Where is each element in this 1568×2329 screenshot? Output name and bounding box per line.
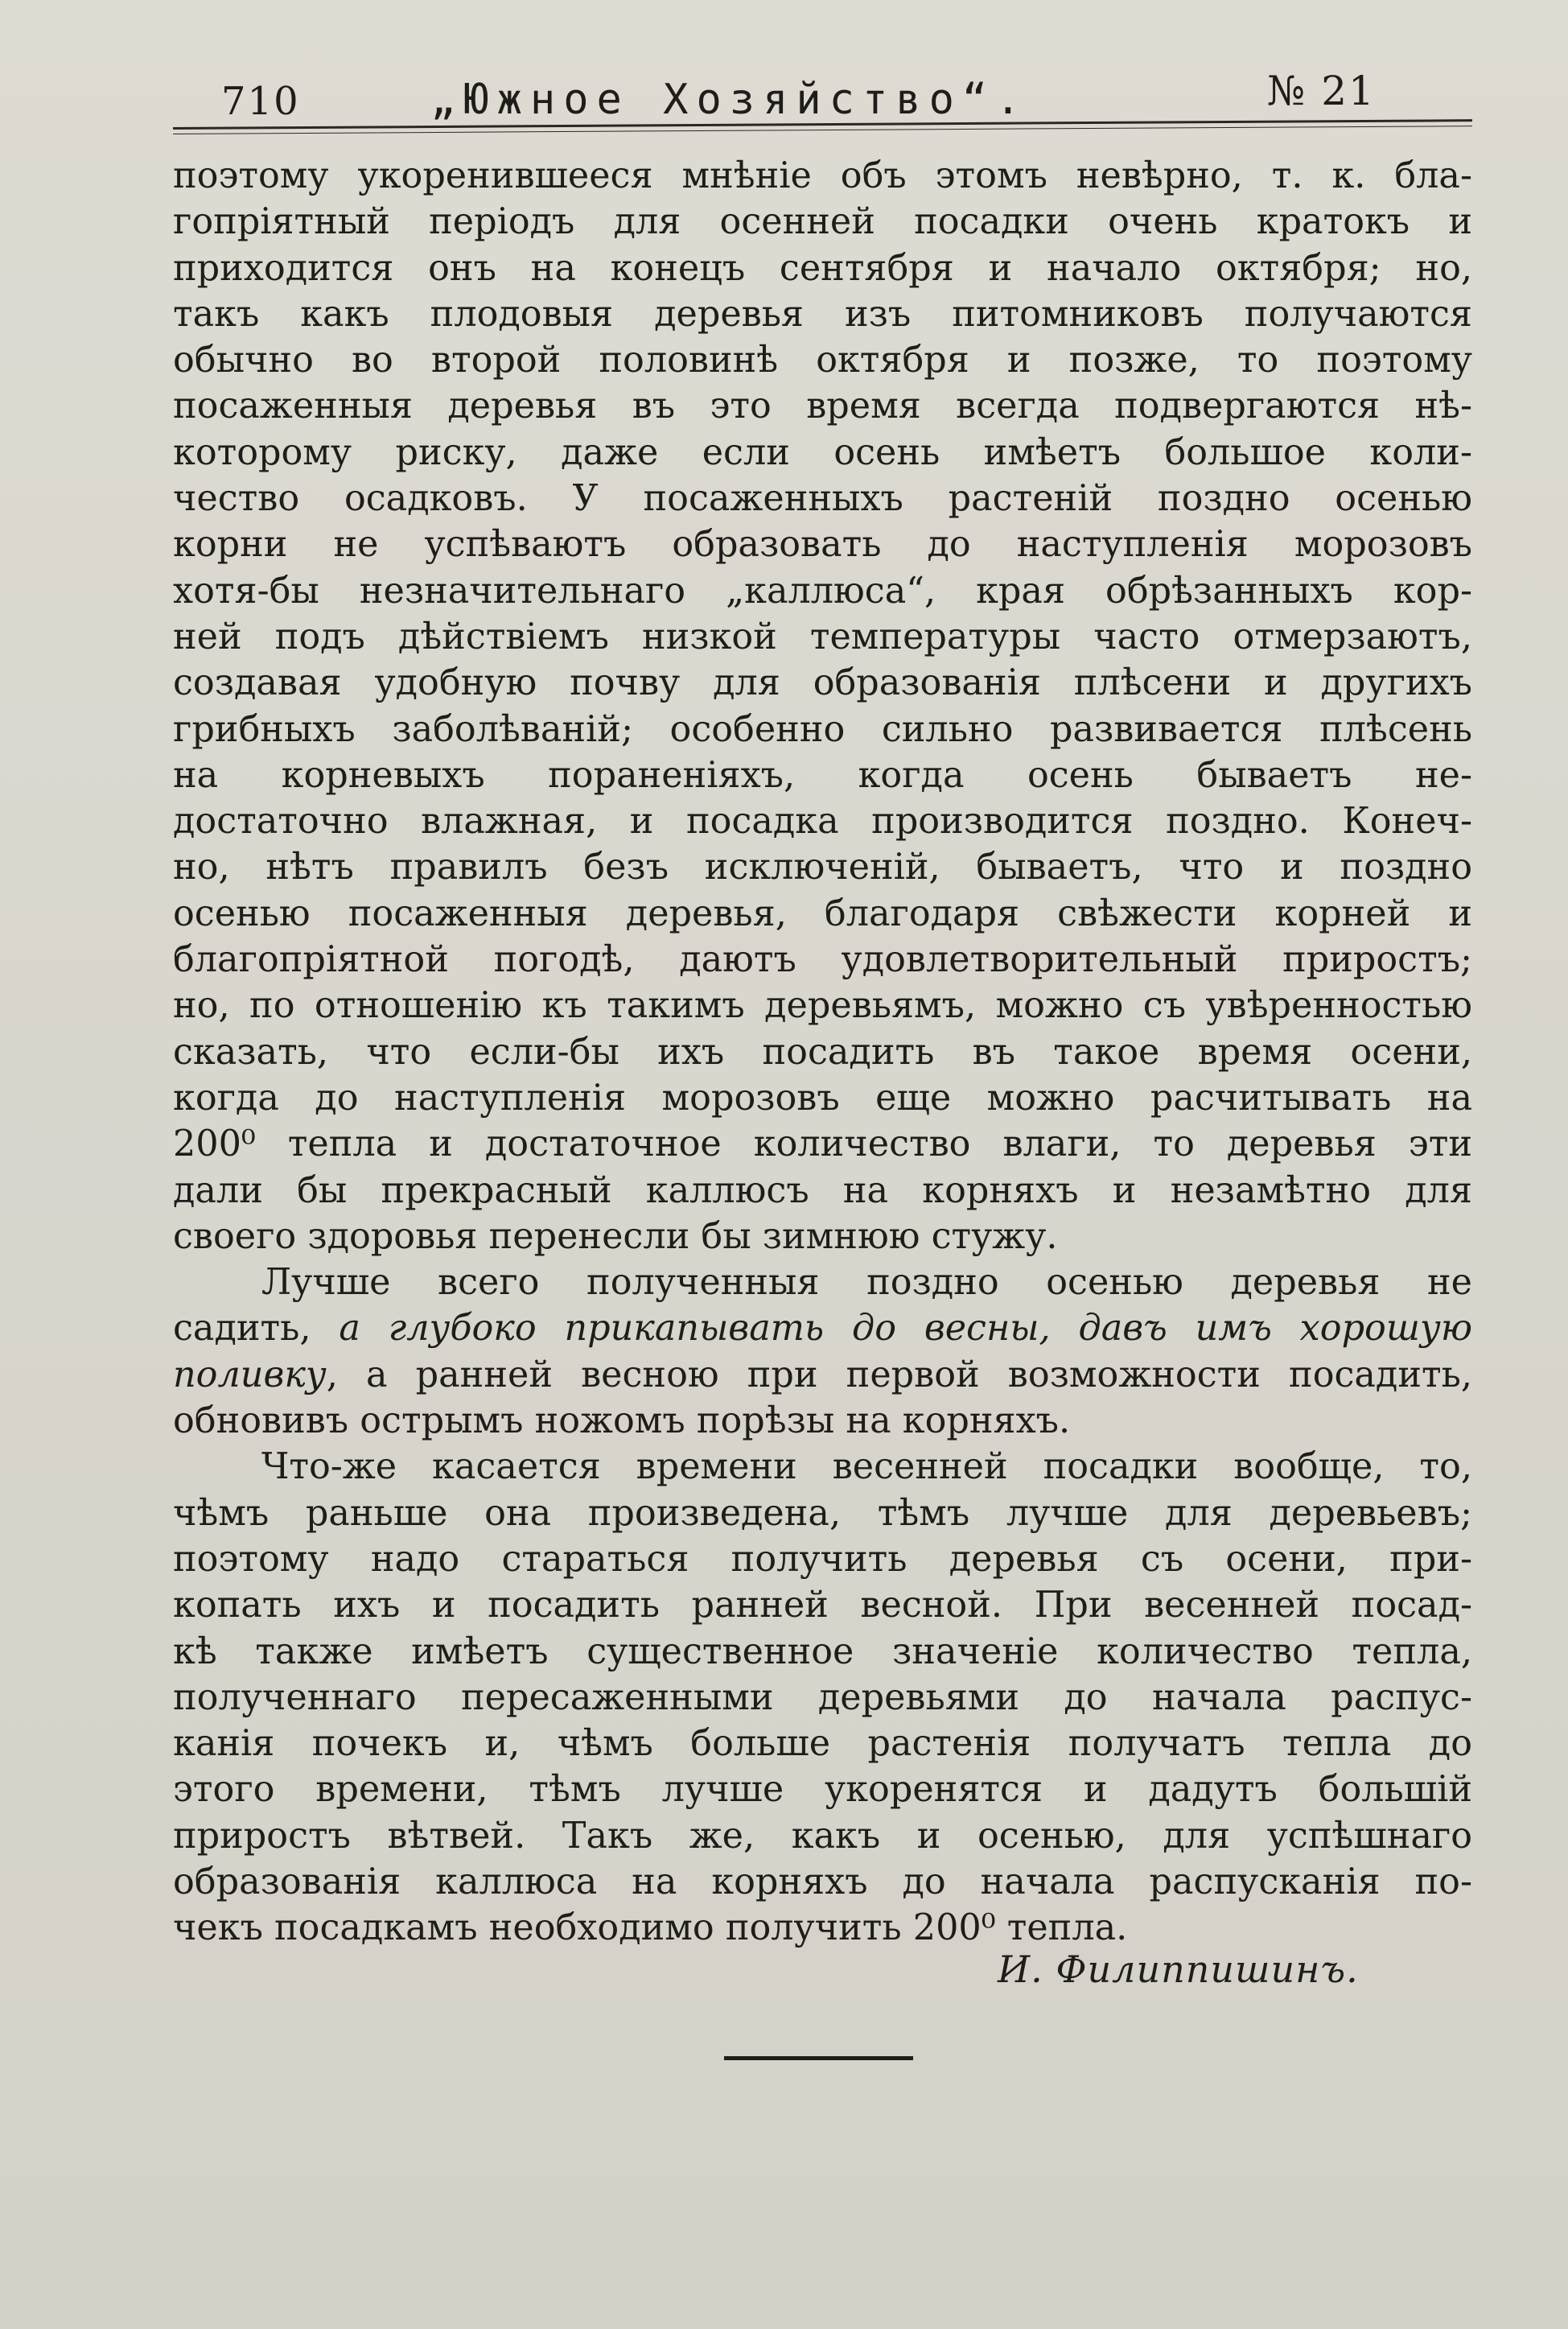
text-line: хотя-бы незначительнаго „каллюса“, края обрѣзанныхъ кор- — [173, 570, 1472, 612]
text-line: поэтому надо стараться получить деревья съ осени, при- — [173, 1538, 1472, 1580]
text-line: чекъ посадкамъ необходимо получить 200⁰ тепла. — [173, 1907, 1128, 1949]
text-line: этого времени, тѣмъ лучше укоренятся и дадутъ большій — [173, 1769, 1472, 1811]
text-line: осенью посаженныя деревья, благодаря свѣжести корней и — [173, 892, 1472, 934]
text-line: обновивъ острымъ ножомъ порѣзы на корняхъ. — [173, 1400, 1071, 1442]
italic-fragment: поливку — [173, 1354, 327, 1395]
text-line-mixed — [173, 1352, 1472, 1398]
text-line: но, нѣтъ правилъ безъ исключеній, бываетъ, что и поздно — [173, 847, 1472, 888]
text-line: поэтому укоренившееся мнѣніе объ этомъ невѣрно, т. к. бла- — [173, 155, 1472, 196]
end-rule — [724, 2056, 913, 2060]
text-line: такъ какъ плодовыя деревья изъ питомниковъ получаются — [173, 293, 1472, 335]
issue-number: № 21 — [1267, 68, 1376, 114]
text-line: канія почекъ и, чѣмъ больше растенія получатъ тепла до — [173, 1723, 1472, 1765]
text-line: сказать, что если-бы ихъ посадить въ такое время осени, — [173, 1031, 1472, 1073]
text-line: но, по отношенію къ такимъ деревьямъ, можно съ увѣренностью — [173, 985, 1472, 1027]
page-header — [173, 64, 1472, 129]
text-line: чество осадковъ. У посаженныхъ растеній поздно осенью — [173, 478, 1472, 520]
text-line: которому риску, даже если осень имѣетъ большое коли- — [173, 431, 1472, 473]
text-line: Лучше всего полученныя поздно осенью деревья не — [261, 1262, 1472, 1304]
page-number: 710 — [221, 79, 300, 124]
text-line: на корневыхъ пораненіяхъ, когда осень бываетъ не- — [173, 754, 1472, 796]
text-line: достаточно влажная, и посадка производится поздно. Конеч- — [173, 801, 1472, 843]
journal-title: „Южное Хозяйство“. — [430, 76, 1029, 124]
text-line: дали бы прекрасный каллюсъ на корняхъ и незамѣтно для — [173, 1169, 1472, 1211]
article-body — [173, 153, 1472, 1952]
author-signature: И. Филиппишинъ. — [998, 1948, 1359, 1991]
text-line: корни не успѣваютъ образовать до наступленія морозовъ — [173, 524, 1472, 566]
text-line: гопріятный періодъ для осенней посадки очень кратокъ и — [173, 201, 1472, 243]
text-line: когда до наступленія морозовъ еще можно расчитывать на — [173, 1077, 1472, 1119]
text-line: чѣмъ раньше она произведена, тѣмъ лучше для деревьевъ; — [173, 1492, 1472, 1534]
text-line: посаженныя деревья въ это время всегда подвергаются нѣ- — [173, 385, 1472, 427]
text-line: приростъ вѣтвей. Такъ же, какъ и осенью, для успѣшнаго — [173, 1815, 1472, 1857]
text-line: своего здоровья перенесли бы зимнюю стужу. — [173, 1215, 1058, 1257]
text-line: образованія каллюса на корняхъ до начала распусканія по- — [173, 1861, 1472, 1902]
text-line: 200⁰ тепла и достаточное количество влаги, то деревья эти — [173, 1123, 1472, 1165]
text-line: ней подъ дѣйствіемъ низкой температуры часто отмерзаютъ, — [173, 616, 1472, 657]
text-line: кѣ также имѣетъ существенное значеніе количество тепла, — [173, 1630, 1472, 1672]
text-line-mixed — [173, 1305, 1472, 1351]
text-line: грибныхъ заболѣваній; особенно сильно развивается плѣсень — [173, 708, 1472, 750]
text-fragment: , а ранней весною при первой возможности посадить, — [326, 1354, 1472, 1395]
text-line: Что-же касается времени весенней посадки вообще, то, — [261, 1446, 1472, 1488]
text-fragment: садить, — [173, 1308, 340, 1350]
text-line: создавая удобную почву для образованія плѣсени и другихъ — [173, 662, 1472, 704]
text-line: приходится онъ на конецъ сентября и начало октября; но, — [173, 247, 1472, 289]
text-line: благопріятной погодѣ, даютъ удовлетворительный приростъ; — [173, 939, 1472, 981]
italic-fragment: а глубоко прикапывать до весны, давъ имъ хорошую — [339, 1308, 1472, 1350]
text-line: полученнаго пересаженными деревьями до начала распус- — [173, 1676, 1472, 1718]
text-line: копать ихъ и посадить ранней весной. При весенней посад- — [173, 1585, 1472, 1626]
text-line: обычно во второй половинѣ октября и позже, то поэтому — [173, 340, 1472, 381]
